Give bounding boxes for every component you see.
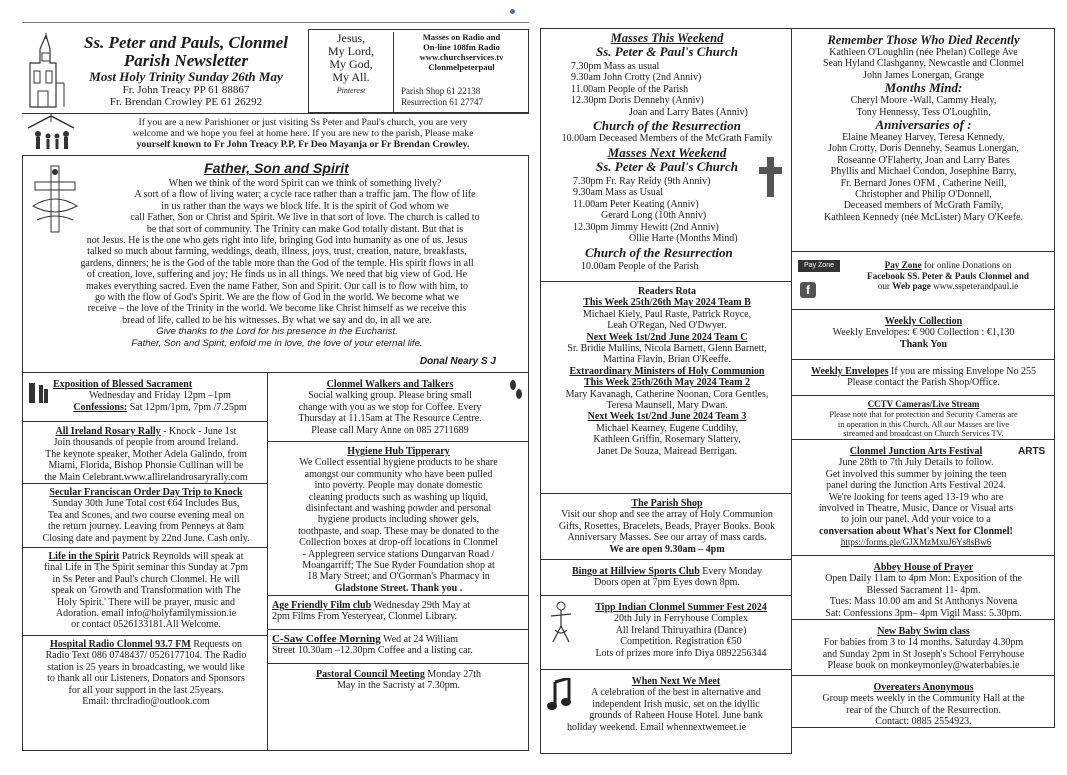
cctv-line: Please note that for protection and Security Cameras are xyxy=(829,409,1018,419)
rota-names: Kathleen Griffin, Rosemary Slattery, xyxy=(593,434,741,446)
payzone-line: Facebook SS. Peter & Pauls Clonmel and xyxy=(867,270,1029,281)
page-marker-dot xyxy=(510,9,515,14)
rota-names: Michael Kiely, Paul Raste, Patrick Royce, xyxy=(582,308,752,320)
reflection-line: call Father, Son or Christ and Spirit. We live in that sort of love. The church is called to xyxy=(130,212,480,224)
rota-team-heading: This Week 25th/26th May 2024 Team B xyxy=(583,297,751,309)
franciscan-title: Secular Franciscan Order Day Trip to Knock xyxy=(49,487,243,498)
masses-section xyxy=(540,28,792,282)
cctv-title: CCTV Cameras/Live Stream xyxy=(867,399,980,409)
tipp-line: Lots of prizes more info Diya 0892256344 xyxy=(595,647,767,659)
months-mind-line: Tony Hennessy, Tess O'Loughlin, xyxy=(856,106,991,118)
newsletter-title: Ss. Peter and Pauls, Clonmel xyxy=(83,33,289,52)
family-church-icon xyxy=(24,114,78,152)
resurrection-mass-line: 10.00am Deceased Members of the McGrath Family xyxy=(561,133,773,144)
welcome-line: welcome and we hope you feel at home here. If you are new to the parish, Please make xyxy=(132,128,474,139)
payzone-url[interactable]: www.sspeterandpaul.ie xyxy=(930,281,1019,292)
csaw-title: C-Saw Coffee Morning xyxy=(272,633,381,645)
monstrance-icon xyxy=(27,381,49,405)
swim-title: New Baby Swim class xyxy=(877,626,970,637)
resurrection-mass-line: 10.00am People of the Parish xyxy=(581,261,699,272)
rota-names: Sr. Bridie Mullins, Nicola Barnett, Glenn Barnett, xyxy=(567,343,767,355)
this-weekend-masses xyxy=(571,61,791,118)
junction-form-link[interactable]: https://forms.gle/GJXMzMxuJ6Ys8sBw6 xyxy=(840,537,992,548)
bingo-line: Every Monday xyxy=(699,566,763,577)
tipp-line: 20th July in Ferryhouse Complex xyxy=(614,613,748,625)
radio-line: Requests on xyxy=(190,639,242,650)
remember-section xyxy=(792,28,1055,252)
right-notices-column xyxy=(268,373,529,751)
reflection-line: bread of life, called to be his witnesses. By what we say and do, in all we are. xyxy=(122,314,432,326)
reflection-line: not Jesus. He is the one who gets right into life, bringing God into humanity as one of us. Jesus xyxy=(86,235,468,246)
cctv-notice xyxy=(792,396,1055,440)
spirit-title: Life in the Spirit xyxy=(48,551,120,562)
reflection-line: receive – the love of the Trinity in the world. We become like Christ himself as we receive this xyxy=(87,303,467,315)
footprints-icon xyxy=(508,379,524,401)
anniversary-line: Deceased members of McGrath Family, xyxy=(843,200,1004,212)
franciscan-trip xyxy=(27,487,265,544)
shop-phone: Parish Shop 61 22138 xyxy=(401,86,481,96)
months-mind-line: Cheryl Moore -Wall, Cammy Healy, xyxy=(850,95,997,107)
radio-title: Hospital Radio Clonmel 93.7 FM xyxy=(50,639,191,650)
right-page xyxy=(540,22,1055,754)
envelopes-line: Please contact the Parish Shop/Office. xyxy=(847,377,1000,389)
reflection-section xyxy=(22,155,529,373)
payzone-logo: Pay Zone xyxy=(798,260,840,272)
reflection-line: When we think of the word Spirit can we think of something lively? xyxy=(168,178,442,189)
overeaters-anonymous xyxy=(792,676,1055,728)
payzone-line: for online Donations on xyxy=(921,260,1012,270)
payzone-web-label: Web page xyxy=(892,281,931,292)
film-title: Age Friendly Film club xyxy=(272,600,372,611)
newsletter-date: Most Holy Trinity Sunday 26th May xyxy=(89,69,283,84)
walkers-line: Thursday at 11.15am at The Resource Centre. xyxy=(298,413,482,425)
rota-title: Readers Rota xyxy=(637,286,697,297)
junction-line: conversation about What's Next for Clonmel! xyxy=(819,525,1013,537)
junction-line: Get involved this summer by joining the teen xyxy=(825,468,1007,480)
mass-line: 7.30pm Fr. Ray Reidy (9th Anniv) xyxy=(573,176,711,187)
resurrection-church-name: Church of the Resurrection xyxy=(585,245,733,260)
tipp-indian-fest xyxy=(540,596,792,670)
hospital-radio xyxy=(27,639,265,707)
rosary-line: Miami, Florida, Bishop Phonsie Cullinan will be xyxy=(48,460,244,472)
bingo xyxy=(540,560,792,596)
tipp-line: All Ireland Thiruyathira (Dance) xyxy=(615,624,747,636)
envelopes-title: Weekly Envelopes xyxy=(811,366,889,377)
mass-line: 12.30pm Jimmy Hewitt (2nd Anniv) xyxy=(573,221,719,233)
arts-festival-logo: ARTS xyxy=(1018,446,1046,457)
franciscan-line: Sunday 30th June Total cost €64 Includes Bus, xyxy=(52,498,240,510)
meet-line: holiday weekend. Email whennextwemeet.ie xyxy=(567,722,747,733)
mass-line: Ollie Harte (Months Mind) xyxy=(629,233,738,245)
tipp-line: Competition. Registration €50 xyxy=(620,636,742,648)
radio-line: station is 25 years in broadcasting, we would like xyxy=(47,661,245,673)
junction-arts xyxy=(792,440,1055,556)
reflection-line: go with the flow of God's Spirit. We are the flow of God in the world. We become what we xyxy=(95,292,459,304)
newsletter-subtitle: Parish Newsletter xyxy=(123,51,249,70)
radio-line: On-line 108fm Radio xyxy=(423,42,500,52)
reflection-line: in us rather than the ways we block life. It is the spirit of God whom we xyxy=(161,200,449,212)
months-mind-title: Months Mind: xyxy=(884,80,963,96)
hygiene-line: cleaning products such as washing up liquid, xyxy=(308,491,489,503)
walkers-line: Social walking group. Please bring small xyxy=(308,390,472,402)
resurrection-church-name: Church of the Resurrection xyxy=(593,118,741,133)
film-club xyxy=(272,600,525,623)
mass-line: 11.00am Peter Keating (Anniv) xyxy=(573,198,699,210)
reflection-line: of creation, love, suffering and joy; He finds us in all things. We need that big view of God. He xyxy=(86,269,468,281)
junction-line: We're looking for teens aged 13-19 who are xyxy=(828,491,1004,503)
swim-line: and Sunday 2pm in St Joseph's School Ferryhouse xyxy=(822,648,1025,660)
rosary-line: Join thousands of people from around Ireland. xyxy=(53,437,239,449)
poem-line: Jesus, xyxy=(336,31,366,45)
rota-names: Teresa Maunsell, Mary Dwan. xyxy=(606,400,728,412)
franciscan-line: Tea and Scones, and two course evening meal on xyxy=(47,509,245,521)
anniversary-line: Elaine Meaney Harvey, Teresa Kennedy, xyxy=(842,132,1005,144)
rota-team-heading: Next Week 1st/2nd June 2024 Team 3 xyxy=(587,411,747,423)
mass-line: 11.00am People of the Parish xyxy=(571,83,689,95)
rota-names: Leah O'Regan, Ned O'Dwyer. xyxy=(607,320,727,332)
reflection-line: gardens, dinners; he is the God of the table more than the God of the temple. His spirit flows in all xyxy=(80,257,474,269)
next-weekend-title: Masses Next Weekend xyxy=(607,145,727,160)
masthead xyxy=(22,31,304,113)
meet-line: A celebration of the best in alternative and xyxy=(591,687,761,699)
reflection-line: A sort of a flow of living water; a cycle race rather than a traffic jam. The flow of life xyxy=(134,189,476,201)
hygiene-line: 18 Mary Street; and O'Gorman's Pharmacy in xyxy=(307,571,490,583)
pastoral-council xyxy=(272,669,525,692)
radio-line: Radio Text 086 0748437/ 0526177104. The Radio xyxy=(45,650,247,662)
rosary-line: - Knock - June 1st xyxy=(160,426,237,437)
reflection-author: Donal Neary S J xyxy=(419,356,496,367)
divider xyxy=(23,635,268,636)
mass-line: 12.30pm Doris Dennehy (Anniv) xyxy=(571,95,704,107)
exposition-title: Exposition of Blessed Sacrament xyxy=(53,379,193,390)
walkers-talkers xyxy=(272,379,508,436)
spirit-line: final Life in The Spirit seminar this Sunday at 7pm xyxy=(44,562,248,574)
hygiene-line: Collection boxes at drop-off locations in Clonmel xyxy=(299,537,498,549)
divider xyxy=(268,595,529,596)
priest-contact-1: Fr. John Treacy PP 61 88867 xyxy=(122,84,250,96)
hygiene-line: Gladstone Street. Thank you . xyxy=(334,582,463,594)
franciscan-line: the return journey. Leaving from Penneys at 8am xyxy=(48,521,244,533)
abbey-house xyxy=(792,556,1055,620)
abbey-line: Tues: Mass 10.00 am and St Anthonys Novena xyxy=(829,596,1018,608)
rosary-rally xyxy=(27,426,265,483)
radio-url[interactable]: www.churchservices.tv xyxy=(419,52,504,62)
reflection-body xyxy=(85,178,525,235)
radio-email[interactable]: Email: thrclradio@outlook.com xyxy=(82,696,210,708)
spirit-line: Holy Spirit.' There will be prayer, music and xyxy=(56,596,236,608)
hygiene-line: hygiene products including shower gels, xyxy=(317,514,480,526)
reflection-line: be that sort of community. The Trinity can make God totally distant. But that is xyxy=(146,223,464,235)
masses-title: Masses This Weekend xyxy=(610,31,724,45)
deceased-line: Sean Hyland Clashganny, Newcastle and Clonmel xyxy=(823,58,1024,70)
reflection-line: makes everything sacred. Even the name Father, Son and Spirit. Our call is to flow with him, to xyxy=(85,280,469,292)
pastoral-title: Pastoral Council Meeting xyxy=(316,669,425,680)
life-in-spirit xyxy=(27,551,265,631)
rota-team-heading: This Week 25th/26th May 2024 Team 2 xyxy=(584,377,750,389)
abbey-line: Open Daily 11am to 4pm Mon: Exposition of the xyxy=(825,573,1022,585)
phone-numbers xyxy=(401,86,483,108)
overeaters-line: rear of the Church of the Resurrection. xyxy=(846,704,1001,716)
cctv-line: in operation in this Church. All our Masses are live xyxy=(837,419,1010,429)
franciscan-line: Closing date and payment by 22nd June. Cash only. xyxy=(42,532,250,544)
mass-line: Joan and Larry Bates (Anniv) xyxy=(629,106,748,118)
reflection-body-cont xyxy=(27,235,527,349)
rota-text xyxy=(541,286,792,457)
payzone-section xyxy=(792,252,1055,310)
radio-line: Masses on Radio and xyxy=(422,32,501,42)
confessions-label: Confessions: xyxy=(73,401,128,413)
csaw-line: Wed at 24 William xyxy=(380,634,459,645)
overeaters-line: Group meets weekly in the Community Hall at the xyxy=(822,693,1025,705)
csaw-coffee xyxy=(272,634,525,657)
parish-shop xyxy=(540,494,792,560)
radio-info xyxy=(395,32,528,72)
resurrection-phone: Resurrection 61 27747 xyxy=(401,97,483,107)
anniversary-line: Phyllis and Michael Condon, Josephine Barry, xyxy=(830,166,1017,178)
facebook-icon[interactable]: f xyxy=(800,282,816,298)
rota-names: Mary Kavanagh, Catherine Noonan, Cora Gentles, xyxy=(565,388,769,400)
poem-source: Pinterest xyxy=(336,86,366,95)
left-page xyxy=(22,22,529,751)
welcome-line: yourself known to Fr John Treacy P.P, Fr Deo Mayanja or Fr Brendan Crowley. xyxy=(136,139,470,150)
left-notices-column xyxy=(22,373,268,751)
reflection-title: Father, Son and Spirit xyxy=(204,160,349,176)
anniversary-line: Christopher and Philip O'Donnell, xyxy=(855,189,992,201)
mass-line: 9.30am Mass as Usual xyxy=(573,187,663,199)
collection-title: Weekly Collection xyxy=(884,316,963,327)
rota-team-heading: Next Week 1st/2nd June 2024 Team C xyxy=(586,331,748,343)
film-line: 2pm Films From Yesteryear, Clonmel Library. xyxy=(272,611,458,623)
welcome-section xyxy=(22,113,529,152)
tipp-title: Tipp Indian Clonmel Summer Fest 2024 xyxy=(595,602,767,613)
walkers-line: change with you as we stop for Coffee. Every xyxy=(298,401,482,413)
radio-line: for all your support in the last 25years. xyxy=(68,684,224,696)
abbey-line: Blessed Sacrament 11- 4pm. xyxy=(866,584,981,596)
deceased-line: John James Lonergan, Grange xyxy=(863,69,984,81)
bingo-title: Bingo at Hillview Sports Club xyxy=(571,566,700,577)
abbey-line: Sat: Confessions 3pm– 4pm Vigil Mass: 5.30pm. xyxy=(825,607,1022,619)
payzone-line: our xyxy=(877,281,893,292)
swim-line: Please book on monkeymonley@waterbabies.ie xyxy=(827,660,1020,672)
swim-line: For babies from 3 to 14 months. Saturday 4.30pm xyxy=(823,637,1024,649)
junction-line: panel during the Junction Arts Festival 2024. xyxy=(826,480,1006,492)
junction-line: to join our panel. Add your voice to a xyxy=(841,514,991,526)
shop-hours: We are open 9.30am – 4pm xyxy=(609,543,725,555)
pastoral-line: Monday 27th xyxy=(424,669,481,680)
radio-line: Clonmelpeterpaul xyxy=(428,62,495,72)
hygiene-line: We Collect essential hygiene products to be share xyxy=(299,457,498,469)
hygiene-line: toothpaste, and soap. These may be donated to the xyxy=(298,525,499,537)
hygiene-line: into poverty. People may donate domestic xyxy=(314,480,483,492)
church-tower-icon xyxy=(26,33,66,109)
shop-title: The Parish Shop xyxy=(631,498,703,509)
welcome-line: If you are a new Parishioner or just visiting Ss Peter and Paul's church, you are very xyxy=(138,117,468,128)
exposition-times: Wednesday and Friday 12pm –1pm xyxy=(89,390,231,402)
baby-swim xyxy=(792,620,1055,676)
junction-title: Clonmel Junction Arts Festival xyxy=(849,446,983,457)
mass-line: Gerard Long (10th Anniv) xyxy=(601,210,707,222)
prayer-poem xyxy=(309,32,394,113)
shop-line: Gifts, Rosettes, Bracelets, Beads, Prayer Books. Book xyxy=(558,520,776,532)
meet-title: When Next We Meet xyxy=(631,676,721,687)
divider xyxy=(23,483,268,484)
divider xyxy=(268,441,529,442)
hygiene-hub xyxy=(270,446,527,594)
walkers-line: Please call Mary Anne on 085 2711689 xyxy=(311,424,469,436)
meet-line: grounds of Raheen House Hotel. June bank xyxy=(589,710,763,722)
divider xyxy=(23,421,268,422)
envelopes-line: If you are missing Envelope No 255 xyxy=(888,366,1036,377)
abbey-title: Abbey House of Prayer xyxy=(873,562,974,573)
collection-amounts: Weekly Envelopes: € 900 Collection : €1,130 xyxy=(832,327,1015,339)
anniversary-line: Kathleen Kennedy (née McLister) Mary O'Keefe. xyxy=(824,211,1023,223)
hygiene-line: Moangarriff; The Sue Ryder Foundation shop at xyxy=(302,560,495,572)
cctv-line: streamed and broadcast on Church Services TV. xyxy=(843,429,1004,439)
poem-line: My God, xyxy=(329,57,373,71)
poem-line: My All. xyxy=(332,70,370,84)
rosary-line: the Main Celebrant.www.allirelandrosaryrally.com xyxy=(44,471,248,483)
remember-title: Remember Those Who Died Recently xyxy=(827,33,1020,47)
welcome-text xyxy=(78,117,528,150)
divider xyxy=(23,547,268,548)
shop-line: Anniversary Masses. See our array of mass cards. xyxy=(567,532,767,544)
film-line: Wednesday 29th May at xyxy=(371,600,471,611)
spirit-line: Patrick Reynolds will speak at xyxy=(119,551,244,562)
divider xyxy=(268,663,529,664)
anniversary-line: Fr. Bernard Jones OFM , Catherine Neill, xyxy=(840,177,1007,189)
ministers-heading: Extraordinary Ministers of Holy Communion xyxy=(569,365,765,377)
rosary-line: The keynote speaker, Mother Adela Galindo, from xyxy=(45,448,247,460)
csaw-line: Street 10.30am –12.30pm Coffee and a listing car. xyxy=(272,645,473,657)
anniversaries-title: Anniversaries of : xyxy=(875,117,972,133)
rosary-title: All Ireland Rosary Rally xyxy=(55,426,161,437)
overeaters-title: Overeaters Anonymous xyxy=(873,682,974,693)
divider xyxy=(268,629,529,630)
deceased-line: Kathleen O'Loughlin (née Phelan) College Ave xyxy=(829,47,1018,58)
overeaters-line: Contact: 0885 2554923. xyxy=(875,716,972,728)
rota-names: Janet De Souza, Mairead Berrigan. xyxy=(597,445,737,457)
mass-line: 7.30pm Mass as usual xyxy=(571,61,660,72)
priest-contact-2: Fr. Brendan Crowley PE 61 26292 xyxy=(109,96,263,108)
radio-line: to thank all our Listeners, Donators and Sponsors xyxy=(47,673,245,685)
hygiene-line: - Applegreen service stations Dungarvan Road / xyxy=(302,548,495,560)
church-name: Ss. Peter & Paul's Church xyxy=(596,159,738,174)
hygiene-line: disinfectant and washing powder and personal xyxy=(305,503,492,515)
weekly-envelopes xyxy=(792,360,1055,396)
mass-line: 9.30am John Crotty (2nd Anniv) xyxy=(571,72,702,84)
rota-names: Michael Kearney, Eugene Cuddihy, xyxy=(595,422,739,434)
when-next-we-meet xyxy=(540,670,792,754)
hygiene-line: amongst our community who have been pulled xyxy=(304,468,493,480)
anniversary-line: John Crotty, Doris Dennehy, Seamus Lonergan, xyxy=(828,143,1019,155)
confessions-times: Sat 12pm/1pm, 7pm /7.25pm xyxy=(127,401,247,413)
reflection-closing: Father, Son and Spirit, enfold me in love, the love of your eternal life. xyxy=(131,337,423,349)
bingo-line: Doors open at 7pm Eyes down 8pm. xyxy=(594,577,740,589)
shop-line: Visit our shop and see the array of Holy Communion xyxy=(561,509,773,521)
spirit-line: in Ss Peter and Paul's church Clonmel. He will xyxy=(52,573,240,585)
poem-line: My Lord, xyxy=(328,44,374,58)
spirit-email-line[interactable]: Adoration. email info@holyfamilymission.ie xyxy=(55,608,237,620)
spirit-line: or contact 0526133181.All Welcome. xyxy=(71,619,221,631)
weekly-collection xyxy=(792,310,1055,360)
reflection-closing: Give thanks to the Lord for his presence in the Eucharist. xyxy=(156,326,398,338)
header-info-box xyxy=(308,29,529,113)
reflection-line: talked so much about farming, weddings, death, illness, joys, trust, creation, nature, breakfasts, xyxy=(87,246,467,258)
readers-rota xyxy=(540,282,792,494)
junction-line: June 28th to 7th July Details to follow. xyxy=(838,457,994,469)
rota-names: Martina Flavin, Brian O'Keeffe. xyxy=(603,354,731,366)
pastoral-line: May in the Sacristy at 7.30pm. xyxy=(336,680,461,692)
spirit-line: speak on 'Growth and Transformation with The xyxy=(51,585,241,597)
collection-thanks: Thank You xyxy=(899,338,948,350)
next-weekend-masses xyxy=(573,176,773,244)
church-name: Ss. Peter & Paul's Church xyxy=(596,44,738,59)
anniversary-line: Roseanne O'Flaherty, Joan and Larry Bates xyxy=(837,154,1010,166)
meet-line: independent Irish music, set on the idyllic xyxy=(592,698,760,710)
payzone-title[interactable]: Pay Zone xyxy=(884,260,922,270)
junction-line: involved in Theatre, Music, Dance or Visual arts xyxy=(818,503,1014,515)
walkers-title: Clonmel Walkers and Talkers xyxy=(326,379,454,390)
hygiene-title: Hygiene Hub Tipperary xyxy=(347,446,450,457)
